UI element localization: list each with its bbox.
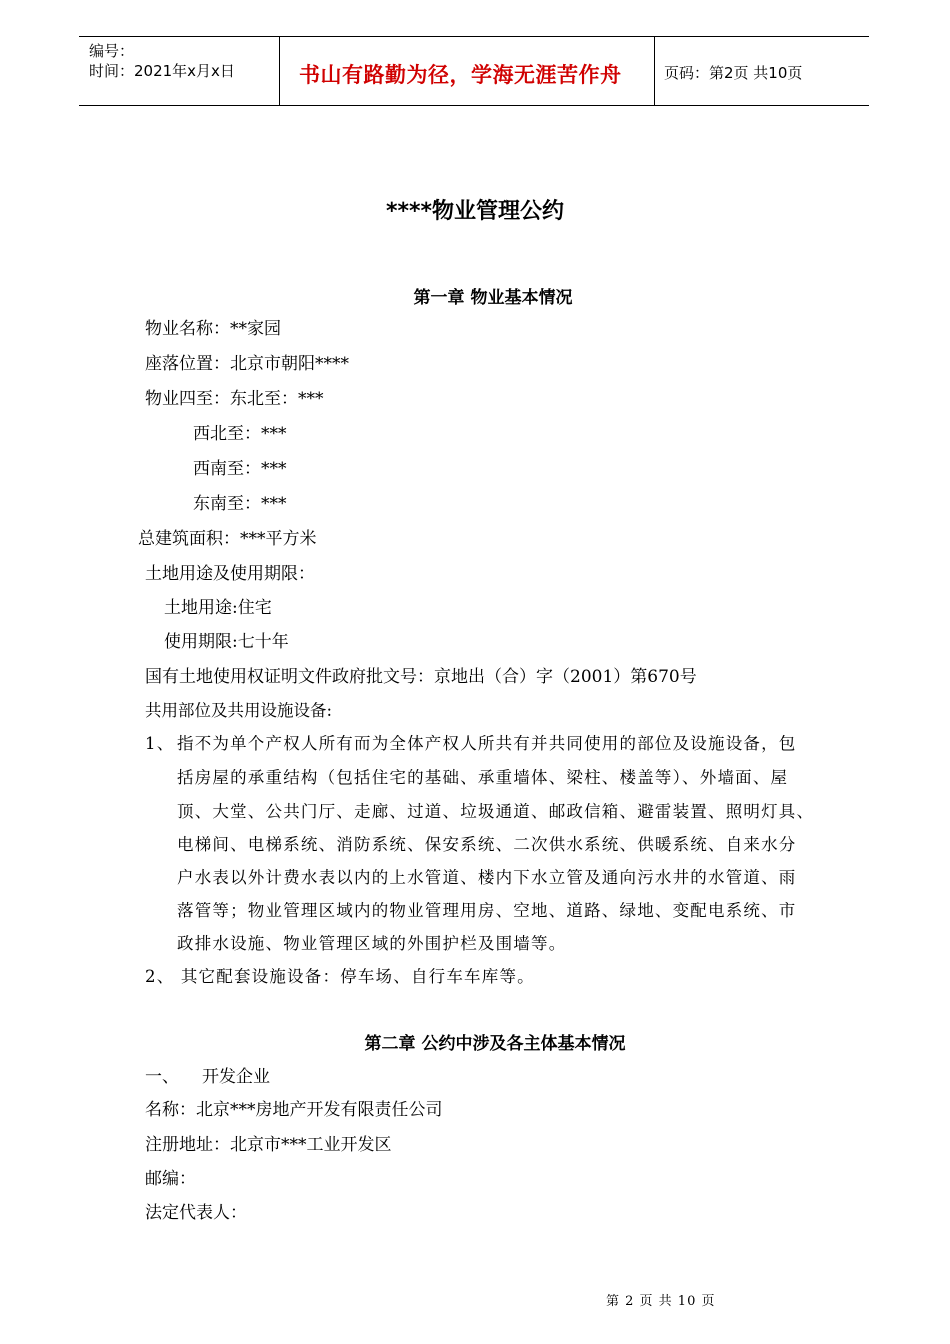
boundary-southwest-line: 西南至：*** (193, 459, 287, 479)
property-name-line: 物业名称：**家园 (145, 319, 281, 339)
item-1-line: 指不为单个产权人所有而为全体产权人所共有并共同使用的部位及设施设备，包 (177, 734, 797, 753)
item-2-line: 2、 其它配套设施设备：停车场、自行车车库等。 (145, 967, 535, 986)
doc-time-label: 时间：2021年x月x日 (89, 62, 235, 80)
item-1-line: 政排水设施、物业管理区域的外围护栏及围墙等。 (177, 934, 567, 953)
land-use-line: 土地用途:住宅 (164, 598, 272, 618)
header-page-info: 页码：第2页 共10页 (664, 64, 803, 82)
common-facilities-heading: 共用部位及共用设施设备: (145, 701, 333, 720)
use-period-line: 使用期限:七十年 (164, 632, 289, 652)
developer-name-line: 名称：北京***房地产开发有限责任公司 (145, 1100, 443, 1120)
property-location-line: 座落位置：北京市朝阳**** (145, 354, 349, 374)
boundary-northwest-line: 西北至：*** (193, 424, 287, 444)
document-title: ****物业管理公约 (385, 199, 565, 224)
legal-representative-line: 法定代表人： (145, 1203, 247, 1223)
item-1-line: 落管等；物业管理区域内的物业管理用房、空地、道路、绿地、变配电系统、市 (177, 901, 797, 920)
page-header-table (79, 36, 869, 106)
land-use-heading: 土地用途及使用期限： (145, 564, 315, 584)
boundary-southeast-line: 东南至：*** (193, 494, 287, 514)
total-area-line: 总建筑面积：***平方米 (138, 529, 317, 549)
item-1-line: 顶、大堂、公共门厅、走廊、过道、垃圾通道、邮政信箱、避雷装置、照明灯具、 (177, 802, 815, 821)
chapter-2-title: 第二章 公约中涉及各主体基本情况 (364, 1034, 626, 1054)
header-motto: 书山有路勤为径，学海无涯苦作舟 (299, 63, 622, 87)
section-1-title: 开发企业 (202, 1067, 270, 1087)
land-certificate-line: 国有土地使用权证明文件政府批文号：京地出（合）字（2001）第670号 (145, 667, 697, 687)
item-1-line: 括房屋的承重结构（包括住宅的基础、承重墙体、梁柱、楼盖等）、外墙面、屋 (177, 768, 789, 787)
item-1-number: 1、 (145, 734, 175, 753)
developer-address-line: 注册地址：北京市***工业开发区 (145, 1135, 392, 1155)
chapter-1-title: 第一章 物业基本情况 (413, 288, 573, 308)
doc-number-label: 编号： (89, 42, 135, 60)
item-1-line: 电梯间、电梯系统、消防系统、保安系统、二次供水系统、供暖系统、自来水分 (177, 835, 797, 854)
header-divider (654, 37, 655, 105)
section-1-number: 一、 (145, 1067, 179, 1087)
page-footer: 第 2 页 共 10 页 (606, 1294, 716, 1309)
item-1-line: 户水表以外计费水表以内的上水管道、楼内下水立管及通向污水井的水管道、雨 (177, 868, 797, 887)
developer-postcode-line: 邮编： (145, 1169, 196, 1189)
property-boundary-line: 物业四至：东北至：*** (145, 389, 324, 409)
header-divider (279, 37, 280, 105)
